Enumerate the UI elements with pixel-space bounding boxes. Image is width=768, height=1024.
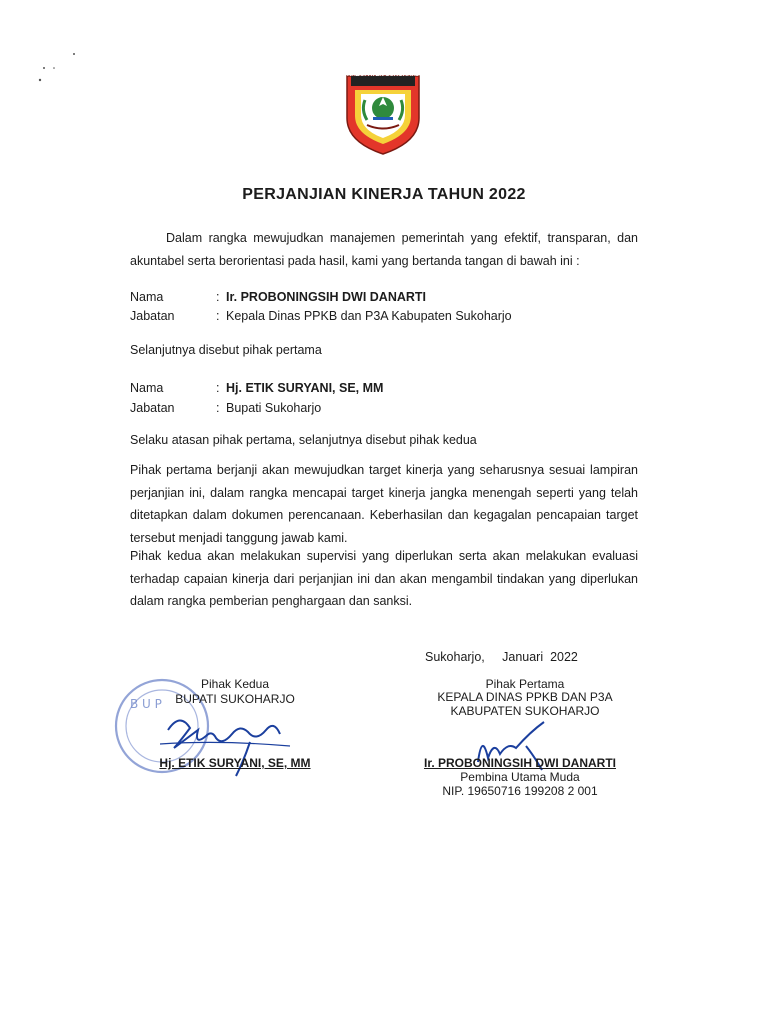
- obligation-paragraph-1: Pihak pertama berjanji akan mewujudkan target kinerja yang seharusnya sesuai lampiran perjanjian ini, dalam rangka mencapai target kinerja jangka menengah seperti yang telah ditetapkan dalam dokumen perencanaan. Keberhasilan dan kegagalan pencapaian target tersebut menjadi tanggung jawab kami.: [130, 463, 638, 545]
- party1-nama-value: Ir. PROBONINGSIH DWI DANARTI: [226, 290, 427, 304]
- right-sig-nip: NIP. 19650716 199208 2 001: [442, 784, 598, 798]
- right-sig-title-2: KABUPATEN SUKOHARJO: [450, 704, 600, 718]
- right-sig-rank: Pembina Utama Muda: [460, 770, 580, 784]
- left-sig-title: BUPATI SUKOHARJO: [175, 692, 295, 706]
- scan-specks: [34, 40, 94, 90]
- party1-note: Selanjutnya disebut pihak pertama: [130, 343, 322, 357]
- party2-note: Selaku atasan pihak pertama, selanjutnya disebut pihak kedua: [130, 433, 477, 447]
- obligation-paragraph-2: Pihak kedua akan melakukan supervisi yang diperlukan serta akan melakukan evaluasi terhadap capaian kinerja dari perjanjian ini dan akan mengambil tindakan yang diperlukan dalam rangka pemberian penghargaan dan sanksi.: [130, 549, 638, 608]
- party2-nama-colon: :: [216, 381, 220, 395]
- party2-jabatan-colon: :: [216, 401, 220, 415]
- right-sig-name: Ir. PROBONINGSIH DWI DANARTI: [423, 756, 616, 770]
- party2-nama-value: Hj. ETIK SURYANI, SE, MM: [226, 381, 384, 395]
- intro-paragraph: Dalam rangka mewujudkan manajemen pemerintah yang efektif, transparan, dan akuntabel serta berorientasi pada hasil, kami yang bertanda tangan di bawah ini :: [130, 231, 638, 268]
- party2-jabatan-label: Jabatan: [130, 401, 175, 415]
- party1-nama-colon: :: [216, 290, 220, 304]
- left-sig-name: Hj. ETIK SURYANI, SE, MM: [159, 756, 311, 770]
- party1-jabatan-label: Jabatan: [130, 309, 175, 323]
- document-title: PERJANJIAN KINERJA TAHUN 2022: [242, 186, 526, 203]
- party2-jabatan-value: Bupati Sukoharjo: [226, 401, 322, 415]
- right-sig-title-1: KEPALA DINAS PPKB DAN P3A: [437, 690, 613, 704]
- crest-banner-text: KABUPATEN SUKOHARJO: [347, 72, 424, 78]
- svg-text:B U P: B U P: [130, 697, 162, 711]
- party1-nama-label: Nama: [130, 290, 164, 304]
- party1-jabatan-value: Kepala Dinas PPKB dan P3A Kabupaten Sukoharjo: [226, 309, 512, 323]
- left-sig-role: Pihak Kedua: [200, 677, 270, 691]
- party1-jabatan-colon: :: [216, 309, 220, 323]
- sukoharjo-crest-logo: [343, 70, 423, 156]
- right-sig-role: Pihak Pertama: [485, 677, 565, 691]
- party2-nama-label: Nama: [130, 381, 164, 395]
- place-date: Sukoharjo, Januari 2022: [425, 650, 578, 664]
